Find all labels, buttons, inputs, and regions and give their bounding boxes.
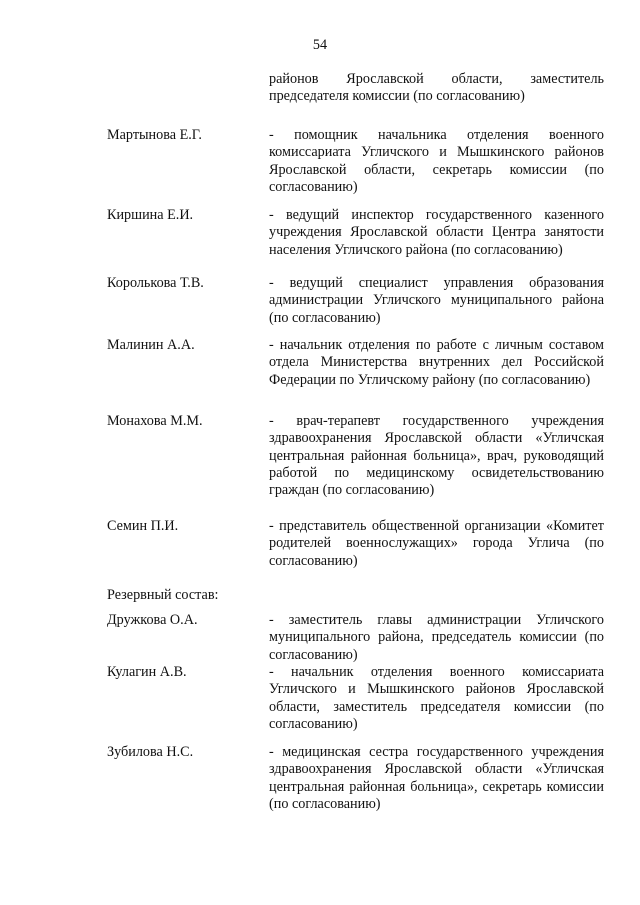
reserve-member-name: Зубилова Н.С. — [107, 744, 194, 760]
member-name: Малинин А.А. — [107, 337, 195, 353]
reserve-member-description: - заместитель главы администрации Угличского муниципального района, председатель комиссии (по согласованию) — [269, 612, 604, 663]
member-name: Монахова М.М. — [107, 413, 203, 429]
member-description: - врач-терапевт государственного учреждения здравоохранения Ярославской области «Угличская центральная районная больница», врач, руководящий работой по медицинскому освидетельствованию граждан (по согласованию) — [269, 413, 604, 499]
member-name: Королькова Т.В. — [107, 275, 204, 291]
reserve-heading: Резервный состав: — [107, 587, 219, 603]
member-description: - ведущий специалист управления образования администрации Угличского муниципального района (по согласованию) — [269, 275, 604, 326]
member-name: Мартынова Е.Г. — [107, 127, 202, 143]
member-description: - помощник начальника отделения военного комиссариата Угличского и Мышкинского районов Ярославской области, секретарь комиссии (по согласованию) — [269, 127, 604, 195]
reserve-member-name: Дружкова О.А. — [107, 612, 198, 628]
member-description: - представитель общественной организации «Комитет родителей военнослужащих» города Углича (по согласованию) — [269, 518, 604, 569]
page-number: 54 — [312, 37, 328, 53]
member-description: - начальник отделения по работе с личным составом отдела Министерства внутренних дел Российской Федерации по Угличскому району (по согласованию) — [269, 337, 604, 388]
reserve-member-description: - медицинская сестра государственного учреждения здравоохранения Ярославской области «Угличская центральная районная больница», секретарь комиссии (по согласованию) — [269, 744, 604, 812]
reserve-member-description: - начальник отделения военного комиссариата Угличского и Мышкинского районов Ярославской области, заместитель председателя комиссии (по согласованию) — [269, 664, 604, 732]
member-name: Семин П.И. — [107, 518, 179, 534]
member-description: - ведущий инспектор государственного казенного учреждения Ярославской области Центра занятости населения Угличского района (по согласованию) — [269, 207, 604, 258]
continuation-text: районов Ярославской области, заместитель председателя комиссии (по согласованию) — [269, 71, 604, 105]
member-name: Киршина Е.И. — [107, 207, 194, 223]
reserve-member-name: Кулагин А.В. — [107, 664, 187, 680]
